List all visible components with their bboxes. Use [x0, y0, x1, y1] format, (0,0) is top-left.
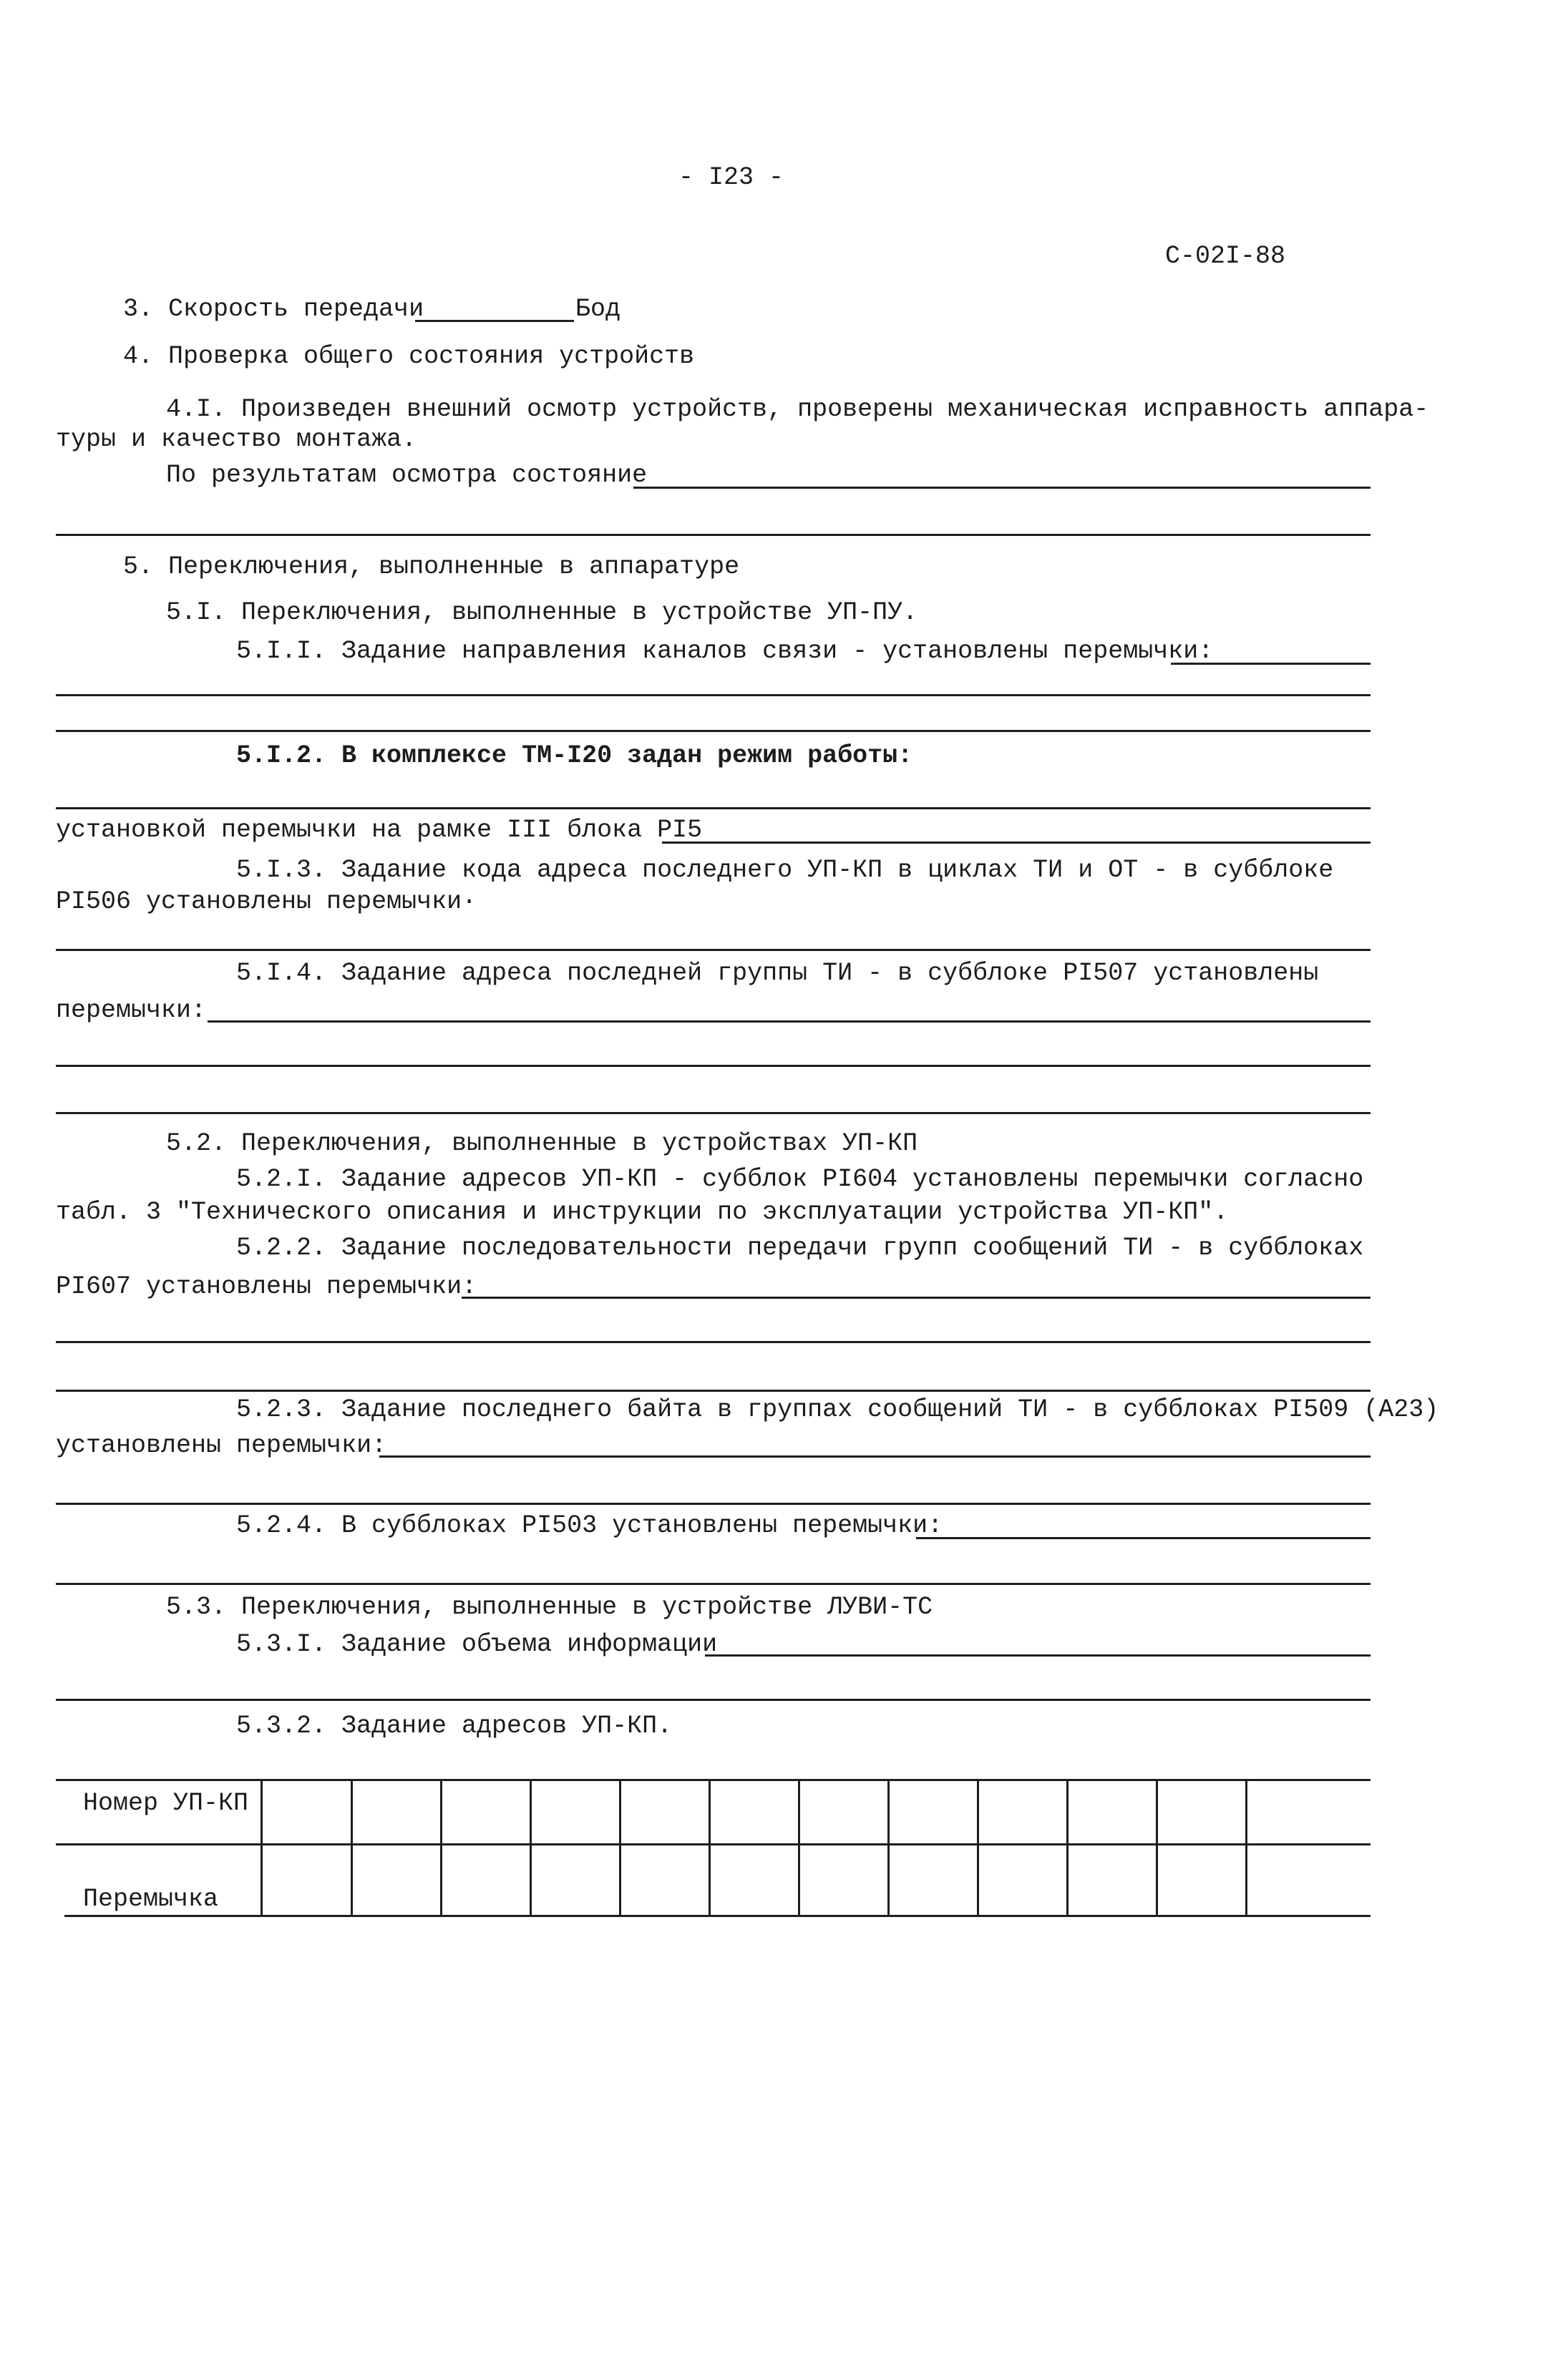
- table-middle-border: [56, 1843, 1371, 1845]
- section-5-2-4: 5.2.4. В субблоках PI503 установлены перемычки:: [236, 1511, 943, 1540]
- document-code: С-02I-88: [1165, 242, 1286, 270]
- section-5-1-1-blank[interactable]: [1171, 663, 1371, 665]
- section-5-1-2-continuation: установкой перемычки на рамке III блока PI5: [56, 816, 703, 844]
- section-5-3-1: 5.3.I. Задание объема информации: [236, 1630, 718, 1659]
- section-5-1-2: 5.I.2. В комплексе ТМ-I20 задан режим работы:: [236, 741, 913, 770]
- speed-blank[interactable]: [415, 320, 574, 322]
- table-column-divider: [530, 1779, 532, 1915]
- section-5-3-1-line-2[interactable]: [56, 1699, 1371, 1701]
- section-5-2-2-blank[interactable]: [462, 1297, 1371, 1299]
- table-column-divider: [798, 1779, 800, 1915]
- table-column-divider: [1066, 1779, 1069, 1915]
- section-5-1-3-line2: PI506 установлены перемычки·: [56, 887, 477, 916]
- section-5-2-1-line1: 5.2.I. Задание адресов УП-КП - субблок PI604 установлены перемычки согласно: [236, 1165, 1364, 1194]
- inspection-result-label: По результатам осмотра состояние: [166, 461, 648, 489]
- table-column-divider: [1245, 1779, 1247, 1915]
- speed-label: 3. Скорость передачи: [123, 295, 424, 323]
- section-5-1-2-line[interactable]: [56, 807, 1371, 809]
- section-5-1-4-line-3[interactable]: [56, 1112, 1371, 1114]
- section-5-2-2-line-3[interactable]: [56, 1390, 1371, 1392]
- section-5-1: 5.I. Переключения, выполненные в устройстве УП-ПУ.: [166, 598, 918, 627]
- table-column-divider: [351, 1779, 353, 1915]
- section-5-1-1-line-2[interactable]: [56, 694, 1371, 696]
- table-column-divider: [709, 1779, 711, 1915]
- section-5-3-2: 5.3.2. Задание адресов УП-КП.: [236, 1712, 673, 1740]
- section-5-1-3-line[interactable]: [56, 949, 1371, 951]
- section-5-2-4-blank[interactable]: [916, 1537, 1371, 1539]
- check-4-1-line2: туры и качество монтажа.: [56, 425, 417, 454]
- section-5-1-1: 5.I.I. Задание направления каналов связи - установлены перемычки:: [236, 637, 1214, 665]
- table-column-divider: [261, 1779, 263, 1915]
- section-5-2-3-line-2[interactable]: [56, 1503, 1371, 1505]
- switch-title: 5. Переключения, выполненные в аппаратуре: [123, 552, 740, 581]
- table-bottom-border: [64, 1915, 1371, 1917]
- section-5-3: 5.3. Переключения, выполненные в устройстве ЛУВИ-ТС: [166, 1593, 933, 1621]
- table-column-divider: [1156, 1779, 1158, 1915]
- table-column-divider: [977, 1779, 979, 1915]
- table-row-label-number: Номер УП-КП: [83, 1789, 249, 1818]
- section-5-1-4-line-2[interactable]: [56, 1065, 1371, 1067]
- section-5-2-4-line-2[interactable]: [56, 1583, 1371, 1585]
- section-5-1-4-line1: 5.I.4. Задание адреса последней группы ТИ - в субблоке PI507 установлены: [236, 959, 1319, 987]
- section-5-1-1-line-3[interactable]: [56, 730, 1371, 732]
- section-5-1-4-blank[interactable]: [208, 1020, 1371, 1023]
- section-5-2-3-line2: установлены перемычки:: [56, 1431, 387, 1460]
- table-column-divider: [887, 1779, 890, 1915]
- section-5-2-3-blank[interactable]: [379, 1455, 1371, 1458]
- section-5-1-2-blank[interactable]: [662, 842, 1371, 844]
- section-5-3-1-blank[interactable]: [705, 1654, 1371, 1657]
- page-number: - I23 -: [678, 163, 784, 192]
- section-5-2: 5.2. Переключения, выполненные в устройствах УП-КП: [166, 1129, 918, 1158]
- section-5-1-3-line1: 5.I.3. Задание кода адреса последнего УП-КП в циклах ТИ и ОТ - в субблоке: [236, 856, 1334, 884]
- section-5-2-3-line1: 5.2.3. Задание последнего байта в группах сообщений ТИ - в субблоках PI509 (А23): [236, 1395, 1439, 1424]
- section-5-2-2-line1: 5.2.2. Задание последовательности передачи групп сообщений ТИ - в субблоках: [236, 1234, 1364, 1262]
- section-5-2-1-line2: табл. 3 "Технического описания и инструкции по эксплуатации устройства УП-КП".: [56, 1198, 1229, 1226]
- table-row-label-jumper: Перемычка: [83, 1885, 219, 1913]
- check-4-1-line1: 4.I. Произведен внешний осмотр устройств, проверены механическая исправность аппара-: [166, 395, 1429, 424]
- section-5-1-4-line2: перемычки:: [56, 996, 207, 1025]
- table-column-divider: [440, 1779, 442, 1915]
- speed-unit: Бод: [575, 295, 621, 323]
- section-5-2-2-line-2[interactable]: [56, 1341, 1371, 1343]
- check-title: 4. Проверка общего состояния устройств: [123, 342, 695, 371]
- inspection-result-line-2[interactable]: [56, 534, 1371, 536]
- table-column-divider: [619, 1779, 621, 1915]
- inspection-result-blank[interactable]: [633, 487, 1371, 489]
- section-5-2-2-line2: PI607 установлены перемычки:: [56, 1272, 477, 1301]
- table-top-border: [56, 1779, 1371, 1781]
